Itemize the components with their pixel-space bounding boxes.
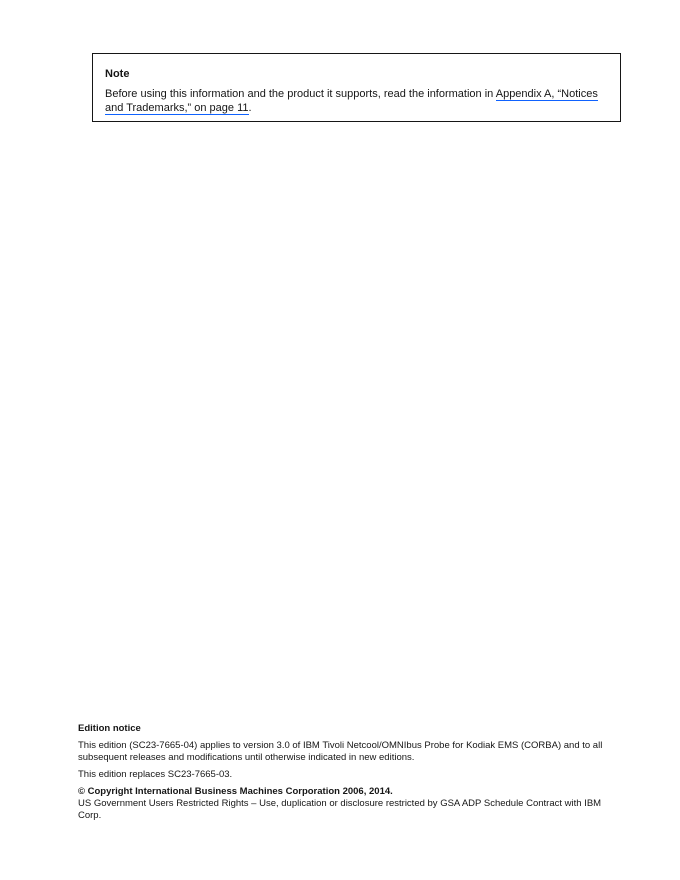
edition-notice [78, 722, 626, 822]
edition-replaces-paragraph: This edition replaces SC23-7665-03. [78, 769, 233, 780]
restricted-rights-line: US Government Users Restricted Rights – Use, duplication or disclosure restricted by GSA ADP Schedule Contract with IBM Corp. [78, 798, 602, 821]
edition-notice-heading: Edition notice [78, 723, 141, 734]
note-box [92, 53, 621, 122]
note-text [105, 87, 614, 115]
note-text-after: . [248, 102, 252, 114]
note-text-before: Before using this information and the product it supports, read the information in [105, 88, 496, 100]
notices-appendix-link[interactable]: Appendix A, “Notices and Trademarks,” on page 11 [105, 88, 598, 114]
copyright-block [78, 786, 626, 822]
copyright-line: © Copyright International Business Machines Corporation 2006, 2014. [78, 786, 393, 797]
edition-applies-paragraph: This edition (SC23-7665-04) applies to version 3.0 of IBM Tivoli Netcool/OMNIbus Probe for Kodiak EMS (CORBA) and to all subsequent releases and modifications until otherwise indicated in new editions. [78, 740, 603, 763]
note-heading: Note [105, 68, 130, 80]
